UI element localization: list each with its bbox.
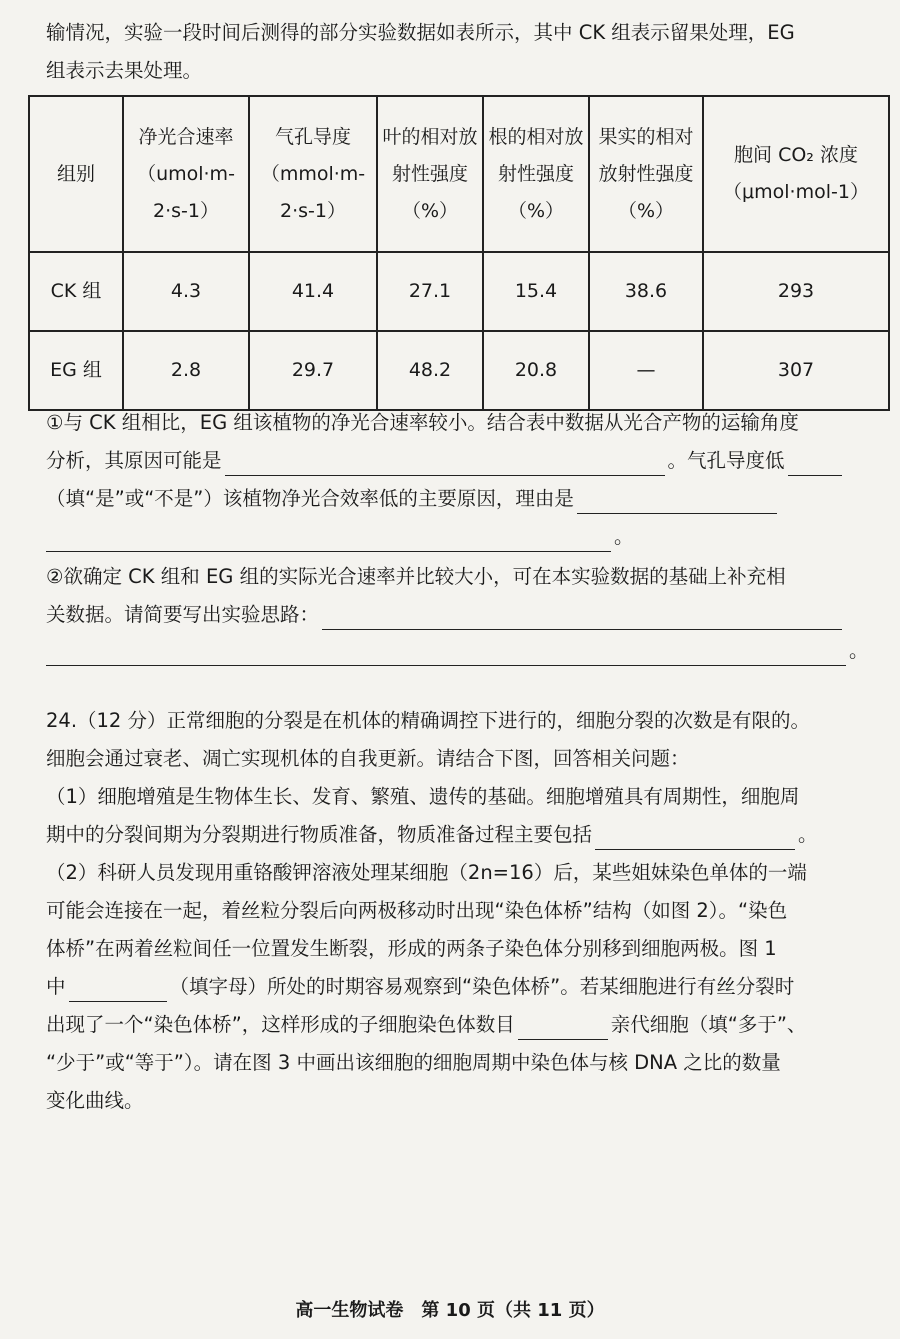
q2-text: 关数据。请简要写出实验思路： (46, 603, 320, 626)
q1-line-3 (46, 484, 876, 514)
header-cell: 组别 (29, 96, 123, 252)
q1-line-1: ①与 CK 组相比，EG 组该植物的净光合速率较小。结合表中数据从光合产物的运输角度 (46, 411, 799, 434)
q2-line-3 (46, 636, 876, 666)
q24-text: 期中的分裂间期为分裂期进行物质准备，物质准备过程主要包括 (46, 823, 593, 846)
q24-line-4 (46, 820, 876, 850)
answer-blank[interactable] (577, 491, 777, 514)
intro-line-1: 输情况，实验一段时间后测得的部分实验数据如表所示，其中 CK 组表示留果处理，EG (46, 21, 795, 44)
table-cell: 293 (703, 252, 889, 331)
q24-text: 出现了一个“染色体桥”，这样形成的子细胞染色体数目 (46, 1013, 515, 1036)
q2-line-2 (46, 600, 876, 630)
table-cell: 15.4 (483, 252, 589, 331)
header-cell: 根的相对放射性强度（%） (483, 96, 589, 252)
answer-blank[interactable] (69, 979, 167, 1002)
q24-line-8 (46, 972, 876, 1002)
table-cell: 2.8 (123, 331, 249, 410)
q24-line-10: “少于”或“等于”）。请在图 3 中画出该细胞的细胞周期中染色体与核 DNA 之比的数量 (46, 1051, 781, 1074)
answer-blank[interactable] (225, 453, 665, 476)
table-cell: 38.6 (589, 252, 703, 331)
q24-line-11: 变化曲线。 (46, 1089, 144, 1112)
answer-blank[interactable] (46, 643, 846, 666)
table-row (29, 331, 889, 410)
answer-blank[interactable] (322, 607, 842, 630)
q2-text: 。 (849, 639, 869, 662)
table-cell: 48.2 (377, 331, 483, 410)
table-cell: 307 (703, 331, 889, 410)
header-cell: 果实的相对放射性强度（%） (589, 96, 703, 252)
q1-line-2 (46, 446, 876, 476)
q24-line-1: 24.（12 分）正常细胞的分裂是在机体的精确调控下进行的，细胞分裂的次数是有限的。 (46, 709, 811, 732)
answer-blank[interactable] (518, 1017, 608, 1040)
q24-line-6: 可能会连接在一起，着丝粒分裂后向两极移动时出现“染色体桥”结构（如图 2）。“染色 (46, 899, 788, 922)
table-cell: 4.3 (123, 252, 249, 331)
table-cell: 41.4 (249, 252, 377, 331)
header-cell: 胞间 CO₂ 浓度（μmol·mol-1） (703, 96, 889, 252)
table-cell: 29.7 (249, 331, 377, 410)
q1-text: 分析，其原因可能是 (46, 449, 222, 472)
q24-text: （填字母）所处的时期容易观察到“染色体桥”。若某细胞进行有丝分裂时 (169, 975, 795, 998)
answer-blank[interactable] (788, 453, 842, 476)
q24-line-9 (46, 1010, 876, 1040)
data-table (28, 95, 890, 411)
q1-text: （填“是”或“不是”）该植物净光合效率低的主要原因，理由是 (46, 487, 574, 510)
answer-blank[interactable] (595, 827, 795, 850)
q1-text: 。 (614, 525, 634, 548)
table-cell: CK 组 (29, 252, 123, 331)
q2-line-1: ②欲确定 CK 组和 EG 组的实际光合速率并比较大小，可在本实验数据的基础上补充相 (46, 565, 786, 588)
header-cell: 净光合速率（umol·m-2·s-1） (123, 96, 249, 252)
table-row (29, 252, 889, 331)
q1-text: 。气孔导度低 (667, 449, 785, 472)
table-header-row (29, 96, 889, 252)
q24-text: 中 (46, 975, 66, 998)
answer-blank[interactable] (46, 529, 611, 552)
table-cell: 27.1 (377, 252, 483, 331)
q1-line-4 (46, 522, 876, 552)
header-cell: 叶的相对放射性强度（%） (377, 96, 483, 252)
table-cell: EG 组 (29, 331, 123, 410)
q24-text: 。 (798, 823, 818, 846)
table-cell: — (589, 331, 703, 410)
intro-line-2: 组表示去果处理。 (46, 59, 203, 82)
q24-line-7: 体桥”在两着丝粒间任一位置发生断裂，形成的两条子染色体分别移到细胞两极。图 1 (46, 937, 777, 960)
q24-line-3: （1）细胞增殖是生物体生长、发育、繁殖、遗传的基础。细胞增殖具有周期性，细胞周 (46, 785, 800, 808)
q24-line-2: 细胞会通过衰老、凋亡实现机体的自我更新。请结合下图，回答相关问题： (46, 747, 690, 770)
q24-line-5: （2）科研人员发现用重铬酸钾溶液处理某细胞（2n=16）后，某些姐妹染色单体的一端 (46, 861, 807, 884)
table-cell: 20.8 (483, 331, 589, 410)
header-cell: 气孔导度（mmol·m-2·s-1） (249, 96, 377, 252)
q24-text: 亲代细胞（填“多于”、 (610, 1013, 807, 1036)
page-footer: 高一生物试卷 第 10 页（共 11 页） (295, 1300, 605, 1321)
